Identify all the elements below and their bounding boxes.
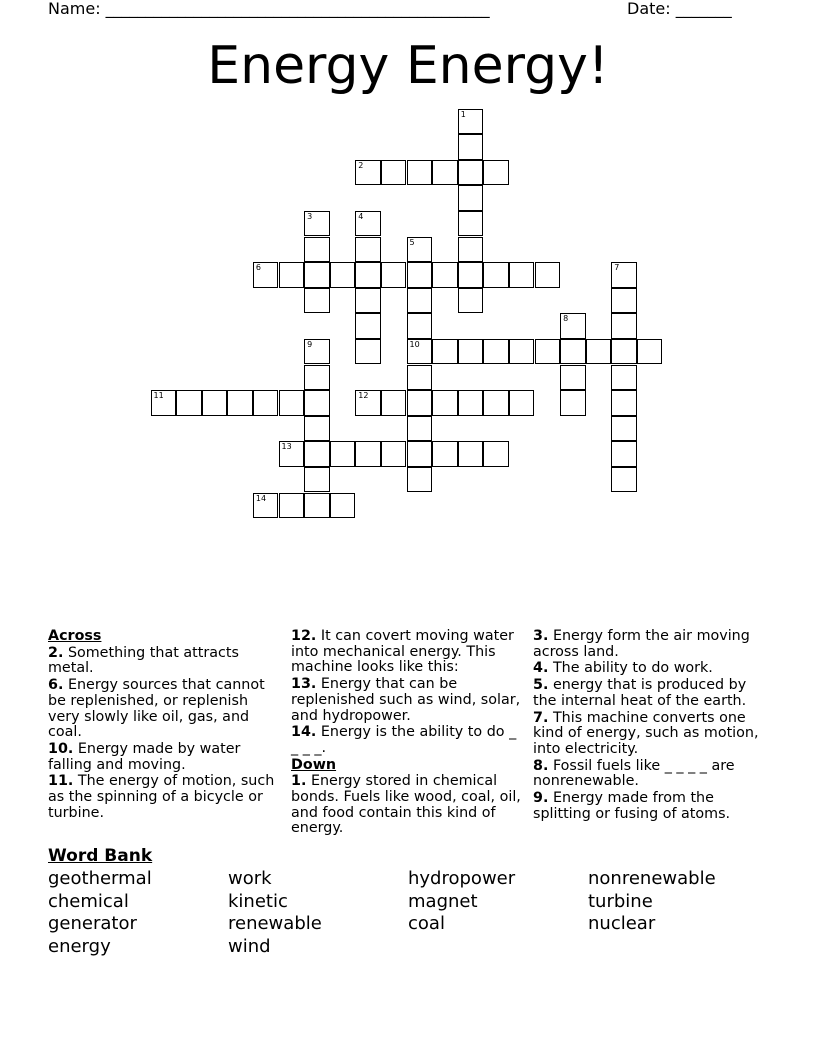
crossword-cell[interactable] — [151, 390, 177, 416]
crossword-cell[interactable] — [279, 441, 305, 467]
down-clue-3: 3. Energy form the air moving across land. — [533, 628, 750, 660]
word-bank-word: chemical — [48, 891, 129, 912]
crossword-cell[interactable] — [535, 262, 561, 288]
crossword-cell[interactable] — [458, 185, 484, 211]
word-bank-word: wind — [228, 936, 271, 957]
crossword-cell[interactable] — [355, 160, 381, 186]
word-bank-word: work — [228, 868, 272, 889]
crossword-cell[interactable] — [611, 390, 637, 416]
crossword-cell[interactable] — [407, 237, 433, 263]
word-bank-word: generator — [48, 913, 137, 934]
crossword-cell[interactable] — [355, 211, 381, 237]
down-clue-1: 1. Energy stored in chemical bonds. Fuels like wood, coal, oil, and food contain this kind of energy. — [291, 773, 521, 837]
crossword-cell[interactable] — [407, 160, 433, 186]
clue-number: 14 — [255, 493, 267, 503]
down-heading: Down — [291, 756, 337, 773]
crossword-cell[interactable] — [509, 262, 535, 288]
clue-number: 11 — [153, 391, 164, 401]
clue-number: 6 — [255, 263, 261, 273]
crossword-cell[interactable] — [407, 467, 433, 493]
crossword-cell[interactable] — [407, 365, 433, 391]
crossword-cell[interactable] — [458, 390, 484, 416]
across-clue-12: 12. It can covert moving water into mechanical energy. This machine looks like this: — [291, 628, 514, 676]
crossword-cell[interactable] — [355, 288, 381, 314]
crossword-cell[interactable] — [304, 365, 330, 391]
clue-number: 2 — [358, 160, 364, 170]
clue-number: 7 — [614, 263, 620, 273]
crossword-cell[interactable] — [407, 416, 433, 442]
crossword-cell[interactable] — [253, 390, 279, 416]
across-clue-13: 13. Energy that can be replenished such as wind, solar, and hydropower. — [291, 676, 521, 724]
crossword-cell[interactable] — [330, 441, 356, 467]
crossword-cell[interactable] — [458, 441, 484, 467]
crossword-cell[interactable] — [483, 441, 509, 467]
crossword-cell[interactable] — [304, 211, 330, 237]
crossword-cell[interactable] — [304, 441, 330, 467]
crossword-cell[interactable] — [407, 339, 433, 365]
crossword-cell[interactable] — [304, 288, 330, 314]
clue-column-1 — [48, 628, 280, 821]
across-clue-14: 14. Energy is the ability to do _ _ _ _. — [291, 724, 517, 756]
crossword-cell[interactable] — [253, 493, 279, 519]
crossword-cell[interactable] — [483, 390, 509, 416]
crossword-cell[interactable] — [407, 441, 433, 467]
clue-number: 5 — [409, 237, 415, 247]
clue-number: 8 — [563, 314, 569, 324]
crossword-cell[interactable] — [407, 390, 433, 416]
clue-column-3 — [533, 628, 765, 822]
crossword-cell[interactable] — [176, 390, 202, 416]
crossword-cell[interactable] — [458, 134, 484, 160]
clue-number: 10 — [409, 339, 420, 349]
crossword-cell[interactable] — [304, 493, 330, 519]
across-clue-10: 10. Energy made by water falling and moving. — [48, 740, 241, 773]
word-bank-word: geothermal — [48, 868, 152, 889]
crossword-cell[interactable] — [611, 467, 637, 493]
word-bank-title: Word Bank — [48, 846, 153, 866]
crossword-cell[interactable] — [407, 313, 433, 339]
crossword-cell[interactable] — [483, 160, 509, 186]
crossword-cell[interactable] — [407, 288, 433, 314]
crossword-cell[interactable] — [432, 339, 458, 365]
down-clue-5: 5. energy that is produced by the internal heat of the earth. — [533, 677, 747, 709]
crossword-cell[interactable] — [458, 288, 484, 314]
crossword-cell[interactable] — [483, 339, 509, 365]
clue-number: 12 — [358, 391, 369, 401]
clue-number: 4 — [358, 211, 364, 221]
crossword-cell[interactable] — [304, 467, 330, 493]
crossword-cell[interactable] — [381, 262, 407, 288]
crossword-cell[interactable] — [304, 262, 330, 288]
down-clue-4: 4. The ability to do work. — [533, 660, 713, 677]
crossword-cell[interactable] — [355, 441, 381, 467]
crossword-cell[interactable] — [279, 390, 305, 416]
date-field: Date: _______ — [627, 0, 732, 18]
crossword-cell[interactable] — [355, 339, 381, 365]
crossword-cell[interactable] — [611, 339, 637, 365]
word-bank-word: kinetic — [228, 891, 288, 912]
crossword-cell[interactable] — [227, 390, 253, 416]
crossword-cell[interactable] — [279, 493, 305, 519]
crossword-cell[interactable] — [611, 262, 637, 288]
clue-number: 1 — [460, 109, 466, 119]
crossword-cell[interactable] — [381, 441, 407, 467]
word-bank-word: coal — [408, 913, 445, 934]
page-title: Energy Energy! — [207, 36, 609, 96]
crossword-cell[interactable] — [304, 416, 330, 442]
crossword-cell[interactable] — [407, 262, 433, 288]
crossword-cell[interactable] — [560, 313, 586, 339]
crossword-cell[interactable] — [458, 262, 484, 288]
crossword-cell[interactable] — [458, 211, 484, 237]
crossword-cell[interactable] — [458, 339, 484, 365]
word-bank-word: nonrenewable — [588, 868, 716, 889]
crossword-cell[interactable] — [355, 390, 381, 416]
clue-number: 13 — [281, 442, 292, 452]
crossword-cell[interactable] — [560, 339, 586, 365]
crossword-cell[interactable] — [330, 262, 356, 288]
down-clue-8: 8. Fossil fuels like _ _ _ _ are nonrenewable. — [533, 757, 735, 790]
crossword-cell[interactable] — [611, 441, 637, 467]
crossword-cell[interactable] — [611, 416, 637, 442]
crossword-cell[interactable] — [458, 109, 484, 135]
crossword-cell[interactable] — [381, 160, 407, 186]
crossword-cell[interactable] — [611, 365, 637, 391]
crossword-cell[interactable] — [355, 313, 381, 339]
across-clue-11: 11. The energy of motion, such as the spinning of a bicycle or turbine. — [48, 773, 275, 821]
down-clue-9: 9. Energy made from the splitting or fusing of atoms. — [533, 790, 731, 822]
word-bank-word: hydropower — [408, 868, 516, 889]
word-bank-word: energy — [48, 936, 111, 957]
crossword-cell[interactable] — [304, 390, 330, 416]
crossword-cell[interactable] — [432, 160, 458, 186]
crossword-cell[interactable] — [560, 390, 586, 416]
crossword-cell[interactable] — [330, 493, 356, 519]
crossword-cell[interactable] — [304, 339, 330, 365]
across-clue-6: 6. Energy sources that cannot be replenished, or replenish very slowly like oil, gas, and coal. — [48, 677, 265, 741]
crossword-cell[interactable] — [458, 237, 484, 263]
crossword-cell[interactable] — [611, 288, 637, 314]
crossword-cell[interactable] — [611, 313, 637, 339]
word-bank-word: renewable — [228, 913, 322, 934]
crossword-cell[interactable] — [637, 339, 663, 365]
clue-number: 9 — [307, 339, 313, 349]
clue-number: 3 — [307, 211, 313, 221]
crossword-cell[interactable] — [304, 237, 330, 263]
crossword-cell[interactable] — [279, 262, 305, 288]
crossword-cell[interactable] — [355, 262, 381, 288]
crossword-cell[interactable] — [202, 390, 228, 416]
crossword-cell[interactable] — [432, 262, 458, 288]
crossword-cell[interactable] — [355, 237, 381, 263]
crossword-cell[interactable] — [560, 365, 586, 391]
crossword-cell[interactable] — [483, 262, 509, 288]
crossword-cell[interactable] — [509, 339, 535, 365]
word-bank-word: magnet — [408, 891, 478, 912]
name-field: Name: ________________________________________________ — [48, 0, 490, 18]
crossword-cell[interactable] — [432, 390, 458, 416]
crossword-cell[interactable] — [535, 339, 561, 365]
across-clue-2: 2. Something that attracts metal. — [48, 644, 239, 677]
down-clue-7: 7. This machine converts one kind of energy, such as motion, into electricity. — [533, 709, 759, 757]
crossword-cell[interactable] — [509, 390, 535, 416]
word-bank-word: turbine — [588, 891, 653, 912]
across-heading: Across — [48, 628, 102, 644]
clue-column-2 — [291, 628, 523, 837]
crossword-cell[interactable] — [432, 441, 458, 467]
crossword-cell[interactable] — [458, 160, 484, 186]
crossword-cell[interactable] — [381, 390, 407, 416]
crossword-cell[interactable] — [253, 262, 279, 288]
word-bank-word: nuclear — [588, 913, 656, 934]
crossword-cell[interactable] — [586, 339, 612, 365]
